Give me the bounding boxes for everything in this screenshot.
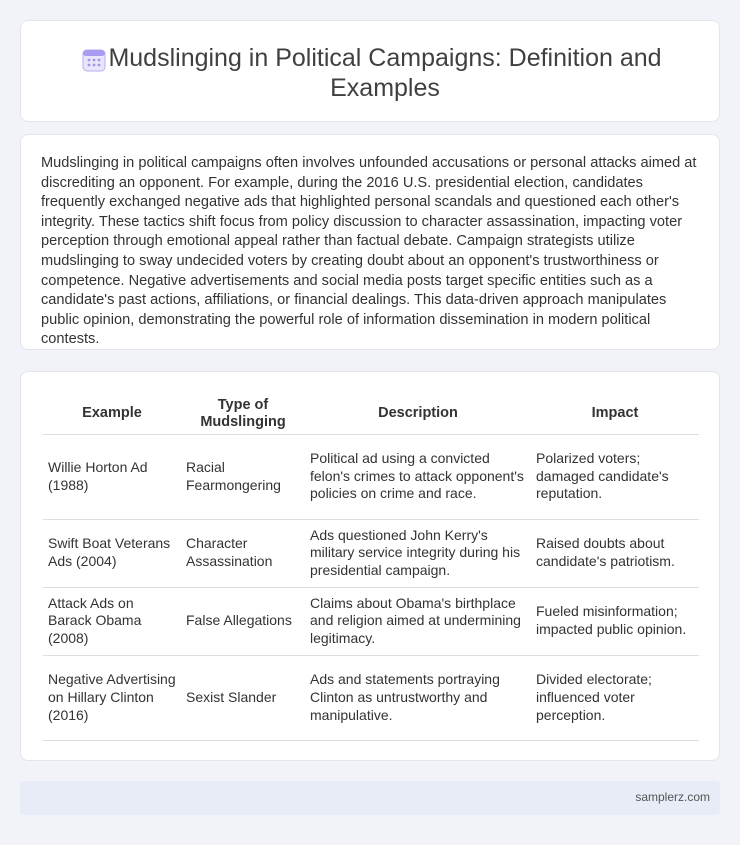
cell-example: Negative Advertising on Hillary Clinton (2016) [43,655,181,740]
cell-type: Racial Fearmongering [181,434,305,519]
header-impact: Impact [531,394,699,434]
cell-description: Ads questioned John Kerry's military service integrity during his presidential campaign. [305,519,531,587]
intro-paragraph: Mudslinging in political campaigns often involves unfounded accusations or personal attacks aimed at discrediting an opponent. For example, during the 2016 U.S. presidential election, candidates frequently exchanged negative ads that highlighted personal scandals and questioned each other's integrity. These tactics shift focus from policy discussion to character assassination, impacting voter perception through emotional appeal rather than factual debate. Campaign strategists utilize mudslinging to sway undecided voters by creating doubt about an opponent's trustworthiness or competence. Negative advertisements and social media posts target specific entities such as a candidate's past actions, affiliations, or financial dealings. This data-driven approach manipulates public opinion, demonstrating the powerful role of information dissemination in modern political contests. [41,155,697,348]
cell-impact: Fueled misinformation; impacted public opinion. [531,587,699,655]
cell-description: Claims about Obama's birthplace and religion aimed at undermining legitimacy. [305,587,531,655]
table-row [43,655,699,740]
examples-table [43,394,699,741]
header-description: Description [305,394,531,434]
header-example: Example [43,394,181,434]
cell-type: False Allegations [181,587,305,655]
table-card [20,371,720,761]
cell-example: Attack Ads on Barack Obama (2008) [43,587,181,655]
cell-impact: Polarized voters; damaged candidate's reputation. [531,434,699,519]
footer-bar [20,781,720,815]
page-title: Mudslinging in Political Campaigns: Definition and Examples [108,44,662,102]
intro-card [20,134,720,350]
cell-example: Swift Boat Veterans Ads (2004) [43,519,181,587]
cell-description: Ads and statements portraying Clinton as untrustworthy and manipulative. [305,655,531,740]
title-wrap [21,43,719,103]
cell-description: Political ad using a convicted felon's crimes to attack opponent's policies on crime and race. [305,434,531,519]
table-row [43,587,699,655]
header-type: Type of Mudslinging [181,394,305,434]
table-row [43,434,699,519]
title-card [20,20,720,122]
cell-impact: Raised doubts about candidate's patriotism. [531,519,699,587]
footer-link[interactable]: samplerz.com [635,790,710,804]
cell-example: Willie Horton Ad (1988) [43,434,181,519]
table-row [43,519,699,587]
calendar-icon [81,47,107,73]
cell-type: Sexist Slander [181,655,305,740]
cell-impact: Divided electorate; influenced voter perception. [531,655,699,740]
table-header-row [43,394,699,434]
cell-type: Character Assassination [181,519,305,587]
